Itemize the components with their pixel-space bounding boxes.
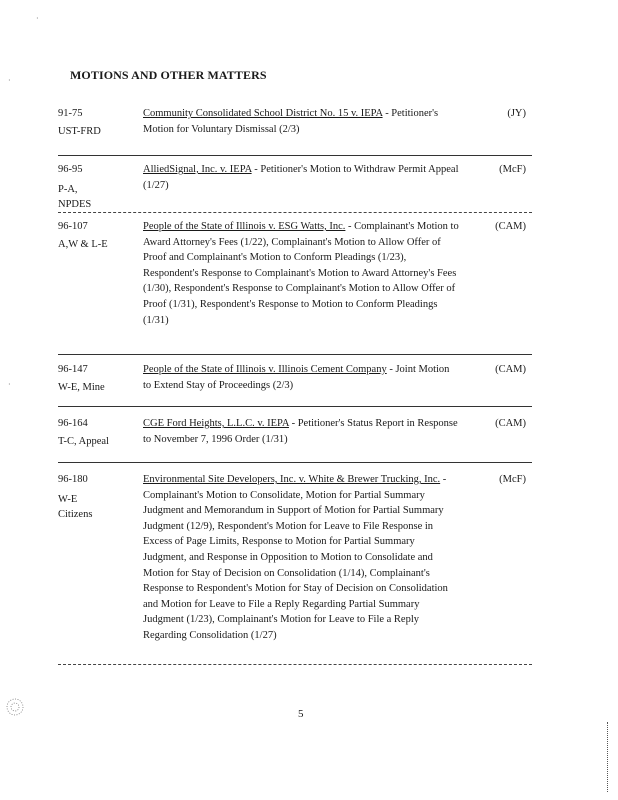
case-description [143,472,459,644]
case-description [143,416,459,447]
case-type: Citizens [58,509,93,521]
docket-number: 96-95 [58,164,83,175]
case-description [143,362,459,393]
hearing-officer-initials: (McF) [499,164,526,175]
hearing-officer-initials: (CAM) [495,418,526,429]
case-description [143,162,459,193]
case-number-block [58,106,138,139]
divider [58,354,532,355]
case-type: W-E [58,493,78,505]
scan-speck: · [36,14,39,23]
case-number-block [58,219,138,252]
case-type: NPDES [58,199,92,211]
divider [58,664,532,665]
case-title: AlliedSignal, Inc. v. IEPA [143,164,252,175]
docket-number: 96-147 [58,364,88,375]
case-number-block [58,416,138,449]
case-title: Environmental Site Developers, Inc. v. White & Brewer Trucking, Inc. [143,474,441,485]
case-number-block [58,362,138,395]
case-motion-text: - Complainant's Motion to Consolidate, Motion for Partial Summary Judgment and Memorandum in Support of Motion for Partial Summary Judgment (12/9), Respondent's Motion for Leave to File Response in Excess of Page Limits, Response to Motion for Partial Summary Judgment, and Response in Opposition to Motion to Consolidate and Motion for Stay of Decision on Consolidation (1/14), Complainant's Response to Respondent's Motion for Stay of Decision on Consolidation and Motion for Leave to File a Reply Regarding Partial Summary Judgment (1/23), Complainant's Motion for Leave to File a Reply Regarding Consolidation (1/27) [143,474,448,641]
hearing-officer-initials: (McF) [499,474,526,485]
case-title: Community Consolidated School District No. 15 v. IEPA [143,108,383,119]
case-number-block [58,472,138,523]
divider [58,212,532,213]
divider [58,462,532,463]
scan-edge-mark [607,722,609,792]
scan-stamp-mark [4,694,26,720]
scan-speck: · [8,76,11,85]
divider [58,155,532,156]
page-number: 5 [298,708,304,720]
case-description [143,106,459,137]
case-title: People of the State of Illinois v. ESG Watts, Inc. [143,221,346,232]
case-type: UST-FRD [58,125,101,137]
case-motion-text: - Petitioner's Status Report in Response to November 7, 1996 Order (1/31) [143,418,458,445]
case-description [143,219,459,328]
hearing-officer-initials: (JY) [507,108,526,119]
case-motion-text: - Joint Motion to Extend Stay of Proceedings (2/3) [143,364,450,391]
case-number-block [58,162,138,213]
divider [58,406,532,407]
case-motion-text: - Petitioner's Motion for Voluntary Dismissal (2/3) [143,108,439,135]
case-motion-text: - Petitioner's Motion to Withdraw Permit Appeal (1/27) [143,164,459,191]
docket-number: 96-164 [58,418,88,429]
hearing-officer-initials: (CAM) [495,221,526,232]
docket-number: 91-75 [58,108,83,119]
case-type: T-C, Appeal [58,435,109,447]
hearing-officer-initials: (CAM) [495,364,526,375]
docket-number: 96-107 [58,221,88,232]
case-title: CGE Ford Heights, L.L.C. v. IEPA [143,418,289,429]
case-type: A,W & L-E [58,238,108,250]
scan-speck: · [8,380,11,389]
section-heading: MOTIONS AND OTHER MATTERS [70,68,267,82]
case-motion-text: - Complainant's Motion to Award Attorney's Fees (1/22), Complainant's Motion to Allow Offer of Proof and Complainant's Motion to Conform Pleadings (1/23), Respondent's Response to Complainant's Motion to Award Attorney's Fees (1/30), Respondent's Response to Complainant's Motion to Allow Offer of Proof (1/31), Respondent's Response to Motion to Conform Pleadings (1/31) [143,221,459,326]
case-type: P-A, [58,183,78,195]
case-title: People of the State of Illinois v. Illinois Cement Company [143,364,387,375]
case-type: W-E, Mine [58,381,105,393]
docket-number: 96-180 [58,474,88,485]
